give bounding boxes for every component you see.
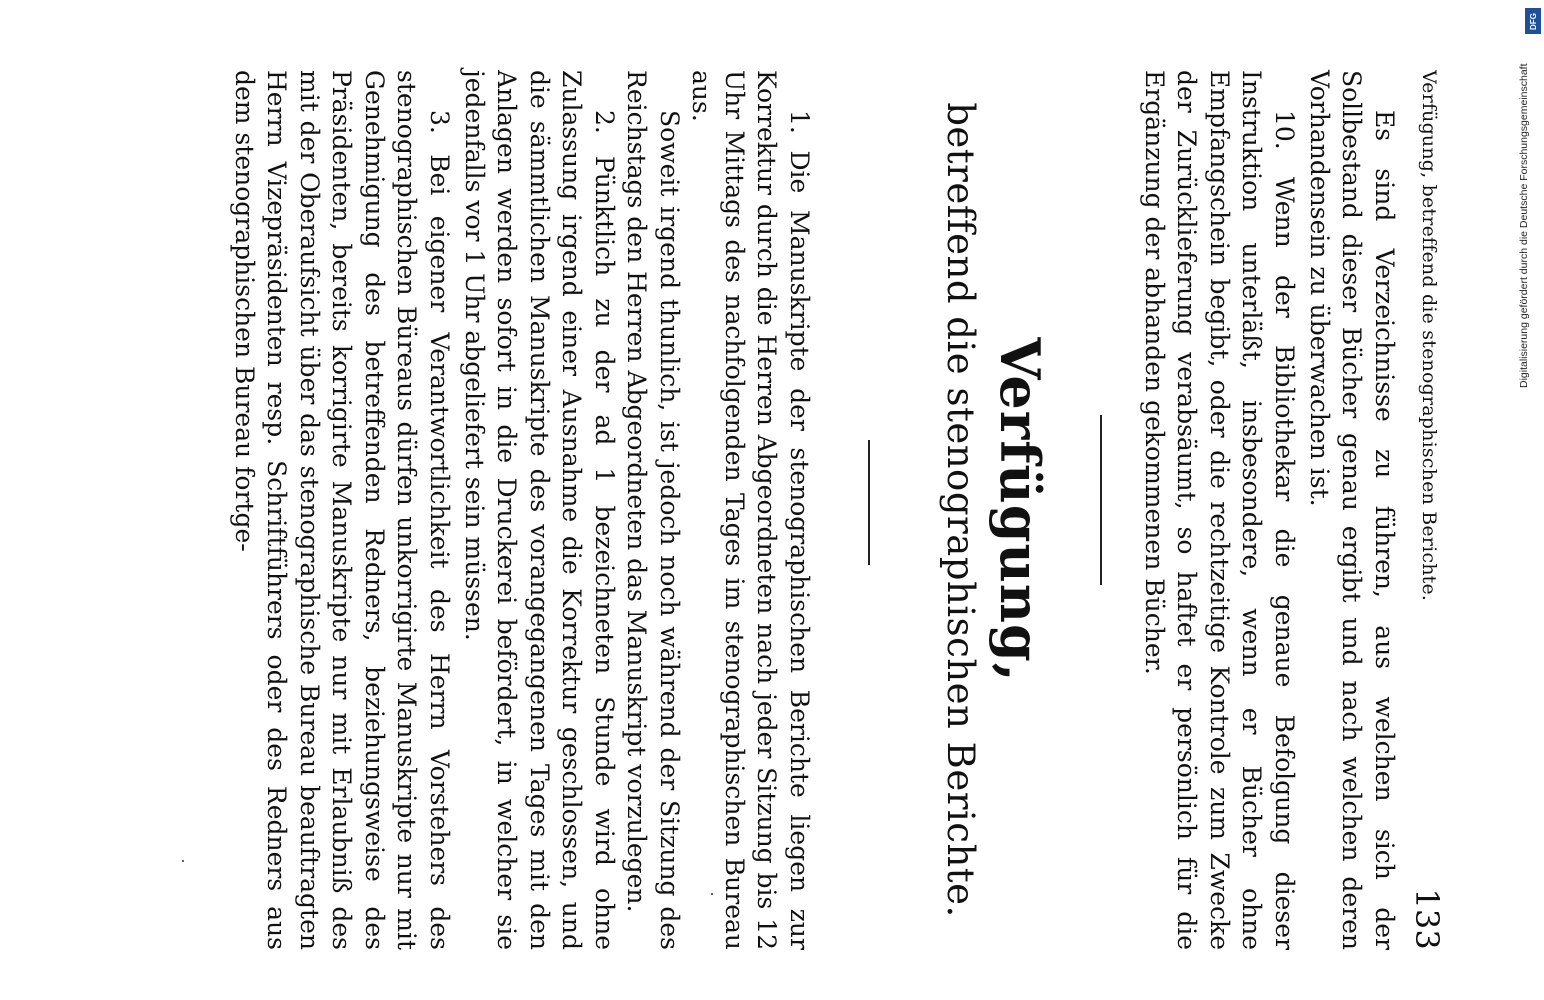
section-title: Verfügung, [988,337,1052,683]
logo-text: DFG [1528,12,1538,30]
title-divider [868,440,870,565]
running-head-title: Verfügung, betreffend die stenographischen Berichte. [1418,70,1440,602]
rotated-document-page [140,70,1446,950]
dfg-logo [1525,8,1541,34]
paragraph: 10. Wenn der Bibliothekar die genaue Befolgung dieser Instruktion unterläßt, insbesondere, wenn er Bücher ohne Empfangschein begibt, oder die rechtzeitige Kontrole zum Zwecke der Zurücklieferung verabsäumt, so haftet er persönlich für die Ergänzung der abhanden gekommenen Bücher. [1140,70,1299,950]
section-divider [1100,415,1102,585]
scan-speck [182,860,184,862]
paragraph: 3. Bei eigener Verantwortlichkeit des Herrn Vorstehers des stenographischen Büreaus dürfen unkorrigirte Manuskripte nur mit Genehmigung des betreffenden Redners, beziehungsweise des Präsidenten, bereits korrigirte Manuskripte nur mit Erlaubniß des mit der Oberaufsicht über das stenographische Bureau beauftragten Herrn Vizepräsidenten resp. Schriftführers oder des Redners aus dem stenographischen Bureau fortge- [230,70,454,950]
paragraph: Soweit irgend thunlich, ist jedoch noch während der Sitzung des Reichstags den Herren Abgeordneten das Manuskript vorzulegen. [622,70,684,950]
digitization-credit [1518,8,1538,388]
paragraph: Es sind Verzeichnisse zu führen, aus welchen sich der Sollbestand dieser Bücher genau ergibt und nach welchen deren Vorhandensein zu überwachen ist. [1305,70,1399,950]
page-number: 133 [1408,888,1446,950]
credit-text: Digitalisierung gefördert durch die Deutsche Forschungsgemeinschaft [1518,63,1530,388]
paragraph: 1. Die Manuskripte der stenographischen Berichte liegen zur Korrektur durch die Herren Abgeordneten nach jeder Sitzung bis 12 Uhr Mittags des nachfolgenden Tages im stenographischen Bureau aus. [687,70,814,950]
paragraph: 2. Pünktlich zu der ad 1 bezeichneten Stunde wird ohne Zulassung irgend einer Ausnahme die Korrektur geschlossen, und die sämmtlichen Manuskripte des vorangegangenen Tages mit den Anlagen werden sofort in die Druckerei befördert, in welcher sie jedenfalls vor 1 Uhr abgeliefert sein müssen. [460,70,619,950]
section-subtitle: betreffend die stenographischen Berichte. [939,102,982,918]
running-head [1408,70,1446,950]
scan-speck [711,893,713,895]
